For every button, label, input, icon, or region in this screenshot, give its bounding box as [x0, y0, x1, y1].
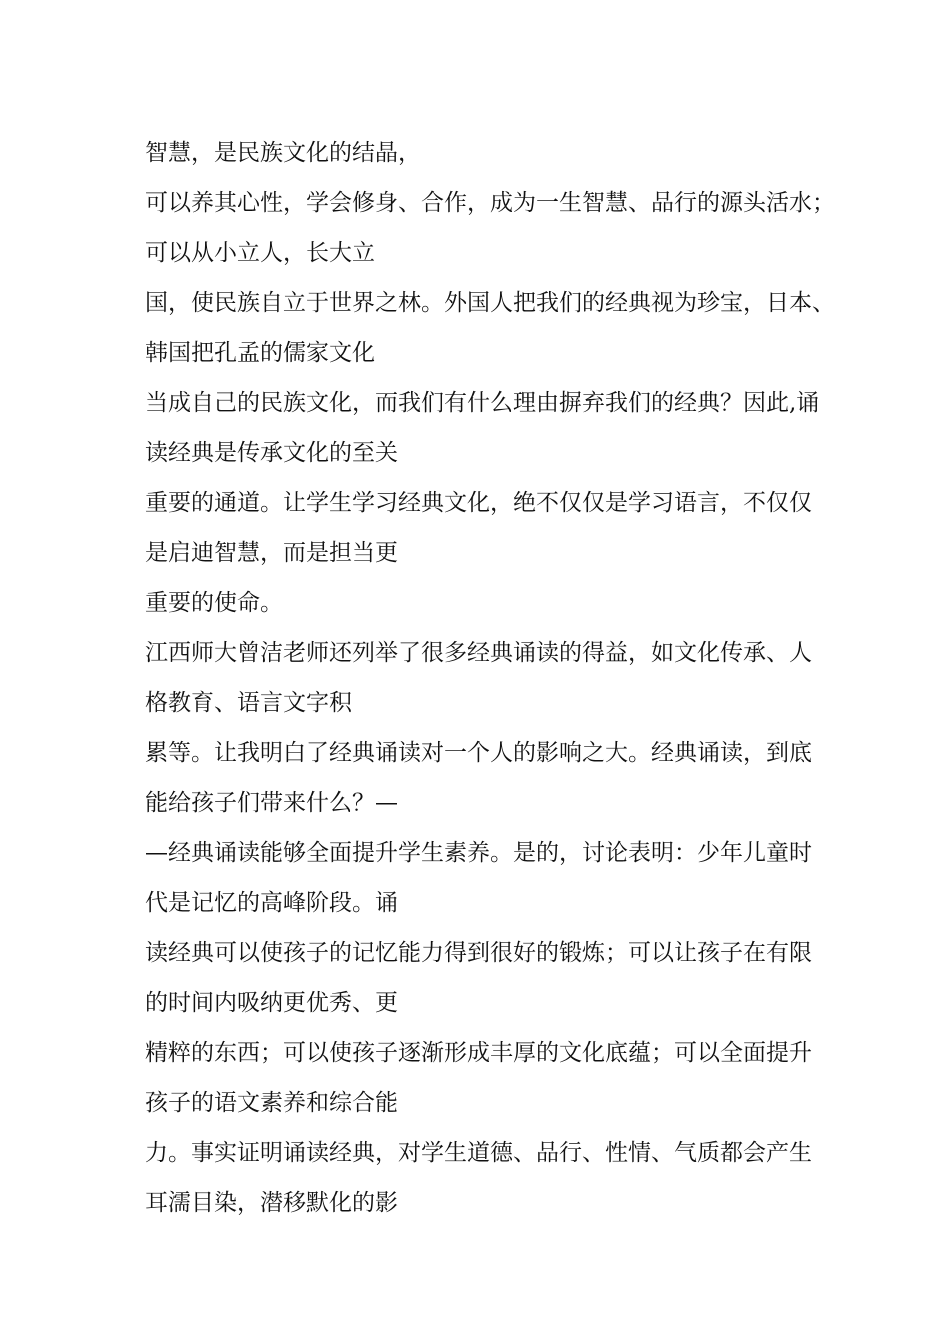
text-line: 可以从小立人，长大立 — [145, 240, 375, 266]
text-line: 韩国把孔孟的儒家文化 — [145, 340, 375, 366]
text-line: 精粹的东西；可以使孩子逐渐形成丰厚的文化底蕴；可以全面提升 — [145, 1040, 812, 1066]
document-body — [145, 128, 835, 1228]
text-line: —经典诵读能够全面提升学生素养。是的，讨论表明：少年儿童时 — [145, 840, 812, 866]
text-line: 重要的通道。让学生学习经典文化，绝不仅仅是学习语言，不仅仅 — [145, 490, 812, 516]
text-line: 读经典可以使孩子的记忆能力得到很好的锻炼；可以让孩子在有限 — [145, 940, 812, 966]
text-line: 国，使民族自立于世界之林。外国人把我们的经典视为珍宝，日本、 — [145, 290, 835, 316]
text-line: 力。事实证明诵读经典，对学生道德、品行、性情、气质都会产生 — [145, 1140, 812, 1166]
text-line: 重要的使命。 — [145, 590, 283, 616]
text-line: 格教育、语言文字积 — [145, 690, 352, 716]
text-line: 耳濡目染，潜移默化的影 — [145, 1190, 398, 1216]
text-line: 智慧，是民族文化的结晶， — [145, 140, 421, 166]
text-line: 累等。让我明白了经典诵读对一个人的影响之大。经典诵读，到底 — [145, 740, 812, 766]
text-line: 江西师大曾洁老师还列举了很多经典诵读的得益，如文化传承、人 — [145, 640, 812, 666]
text-line: 是启迪智慧，而是担当更 — [145, 540, 398, 566]
text-line: 当成自己的民族文化，而我们有什么理由摒弃我们的经典？因此,诵 — [145, 390, 820, 416]
text-line: 代是记忆的高峰阶段。诵 — [145, 890, 398, 916]
text-line: 的时间内吸纳更优秀、更 — [145, 990, 398, 1016]
text-line: 能给孩子们带来什么？— — [145, 790, 398, 816]
text-line: 可以养其心性，学会修身、合作，成为一生智慧、品行的源头活水； — [145, 190, 835, 216]
text-line: 孩子的语文素养和综合能 — [145, 1090, 398, 1116]
text-line: 读经典是传承文化的至关 — [145, 440, 398, 466]
